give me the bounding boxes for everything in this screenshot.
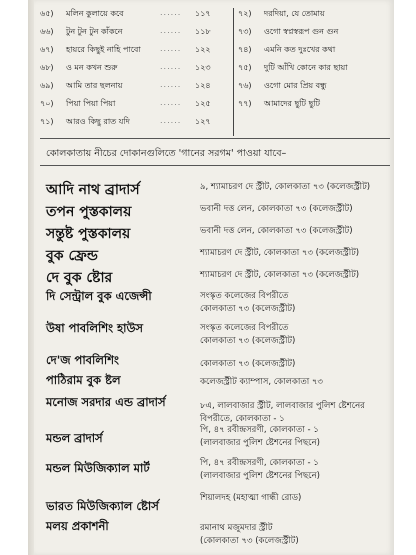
entry-title: পিয়া পিয়া পিয়া [66, 99, 116, 108]
shop-address: শ্যামাচরণ দে স্ট্রীট, কোলকাতা ৭৩ (কলেজস্ট্রীট) [200, 248, 360, 258]
entry-number: ৭৪) [238, 45, 252, 54]
shop-name: আদি নাথ ব্রাদার্স [46, 182, 140, 198]
entry-title: হায়রে কিছুই নাহি পাবো [66, 45, 141, 54]
song-index [40, 8, 390, 136]
shop-name: দে'জ পাবলিশিং [46, 353, 119, 367]
shop-address: ভবানী দত্ত লেন, কোলকাতা ৭৩ (কলেজস্ট্রীট) [200, 226, 353, 236]
shop-name: উষা পাবলিশিং হাউস [46, 321, 144, 335]
entry-page: ১২৩ [195, 63, 211, 72]
shop-address: বিপরীতে, কোলকাতা - ১ [200, 414, 285, 424]
entry-leader: ...... [160, 98, 182, 107]
shop-address: সংস্কৃত কলেজের বিপরীতে [200, 323, 289, 333]
shop-address: (লালবাজার পুলিশ ষ্টেশনের পিছনে) [200, 471, 320, 481]
entry-number: ৬৭) [40, 45, 54, 54]
entry-number: ৭২) [238, 9, 252, 18]
shop-name: সন্তুষ্ট পুস্তকালয় [46, 226, 131, 242]
shop-name: মন্ডল ব্রাদার্স [46, 431, 103, 445]
shop-address: ভবানী দত্ত লেন, কোলকাতা ৭৩ (কলেজস্ট্রীট) [200, 204, 353, 214]
shop-name: দে বুক ষ্টোর [46, 270, 113, 286]
entry-leader: ...... [160, 44, 182, 53]
shop-address: সংস্কৃত কলেজের বিপরীতে [200, 291, 289, 301]
entry-number: ৭৩) [238, 27, 252, 36]
entry-title: এমনি কত দুঃখের কথা [264, 45, 336, 54]
entry-page: ১২৫ [195, 99, 211, 108]
entry-title: আমাদের ছুটি ছুটি [264, 99, 320, 108]
shop-name: মলয় প্রকাশনী [46, 519, 109, 533]
entry-title: ওগো স্বপ্নস্বরূপ গুন গুন [264, 27, 339, 36]
shop-address: রমানাথ মজুমদার স্ট্রীট [200, 523, 273, 533]
shop-address: শিয়ালদহ (মহাত্মা গান্ধী রোড) [200, 493, 302, 503]
shop-address: পি, ৪৭ রবীন্দ্রসরণী, কোলকাতা - ১ [200, 425, 319, 435]
entry-number: ৬৮) [40, 63, 54, 72]
shop-address: কোলকাতা ৭৩ (কলেজস্ট্রীট) [200, 304, 296, 314]
entry-page: ১১৮ [195, 27, 211, 36]
shops-intro: কোলকাতায় নীচের দোকানগুলিতে 'গানের সরগম' পাওয়া যাবে– [46, 148, 287, 159]
entry-number: ৬৯) [40, 81, 54, 90]
shop-name: ভারত মিউজিক্যাল ষ্টোর্স [46, 499, 159, 513]
entry-title: ও মন কখন শুরু [66, 63, 118, 72]
entry-leader: ...... [160, 62, 182, 71]
index-column-divider [233, 8, 234, 136]
shop-address: ৮এ, লালবাজার স্ট্রীট, লালবাজার পুলিশ ষ্টেশনের [200, 401, 365, 411]
shop-address: ৯, শ্যামাচরণ দে স্ট্রীট, কোলকাতা ৭৩ (কলেজস্ট্রীট) [200, 182, 371, 192]
entry-number: ৬৫) [40, 9, 54, 18]
shop-name: বুক ফ্রেন্ড [46, 248, 98, 264]
shop-address: পি, ৪৭ রবীন্দ্রসরণী, কোলকাতা - ১ [200, 458, 319, 468]
shop-name: মন্ডল মিউজিক্যাল মার্ট [46, 461, 150, 475]
entry-number: ৭৬) [238, 81, 252, 90]
shop-name: তপন পুস্তকালয় [46, 204, 132, 220]
entry-leader: ...... [160, 80, 182, 89]
entry-title: ওগো মোর প্রিয় বন্ধু [264, 81, 327, 90]
shop-name: দি সেন্ট্রাল বুক এজেন্সী [46, 289, 152, 303]
entry-number: ৭০) [40, 99, 54, 108]
shop-address: শ্যামাচরণ দে স্ট্রীট, কোলকাতা ৭৩ (কলেজস্ট্রীট) [200, 270, 360, 280]
shop-name: পাঠিরাম বুক ষ্টল [46, 373, 121, 387]
entry-number: ৭৫) [238, 63, 252, 72]
entry-number: ৭৭) [238, 99, 252, 108]
entry-title: আরও কিছু রাত যদি [66, 117, 130, 126]
entry-page: ১২২ [195, 45, 211, 54]
entry-title: দরদিয়া, যে তোমায় [264, 9, 325, 18]
entry-page: ১২৪ [195, 81, 211, 90]
entry-title: মলিন কুলায়ে কবে [66, 9, 124, 18]
entry-number: ৬৬) [40, 27, 54, 36]
entry-title: দুটি আঁখি কোনে কার ছায়া [264, 63, 348, 72]
shop-address: (কোলকাতা ৭৩ (কলেজস্ট্রীট) [200, 536, 299, 546]
section-rule [40, 165, 390, 166]
section-rule [40, 138, 390, 139]
shop-address: কোলকাতা ৭৩ (কলেজস্ট্রীট) [200, 336, 296, 346]
shop-address: (লালবাজার পুলিশ ষ্টেশনের পিছনে) [200, 438, 320, 448]
entry-page: ১২৭ [195, 117, 211, 126]
shop-address: কলেজস্ট্রীট ক্যাম্পাস, কোলকাতা ৭৩ [200, 377, 323, 387]
entry-leader: ...... [160, 26, 182, 35]
entry-page: ১১৭ [195, 9, 211, 18]
shop-address: কোলকাতা ৭৩ (কলেজস্ট্রীট) [200, 359, 296, 369]
entry-number: ৭১) [40, 117, 54, 126]
entry-leader: ...... [160, 8, 182, 17]
entry-title: আমি তার ছলনায় [66, 81, 123, 90]
shop-name: মনোজ সরদার এন্ড ব্রাদার্স [46, 395, 166, 409]
entry-leader: ...... [160, 116, 182, 125]
entry-title: টুন টুন টুন কাঁকনে [66, 27, 123, 36]
